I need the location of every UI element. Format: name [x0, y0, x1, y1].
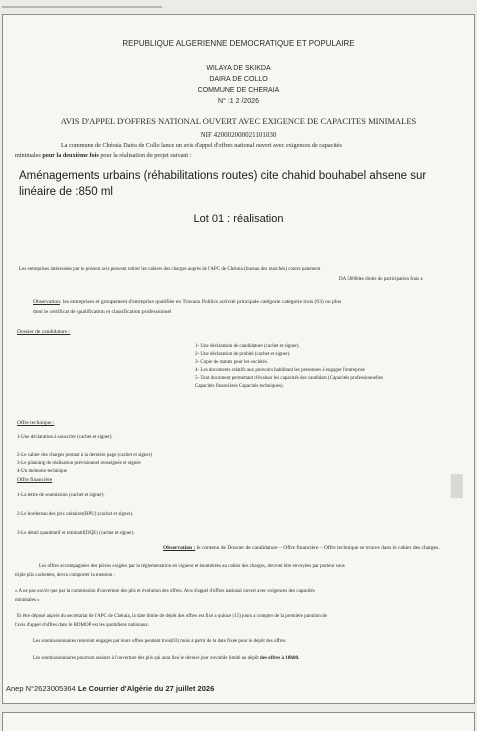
offre-technique-item: 2-Le cahier des charges portant à la dernière page (cachet et signer) — [17, 453, 152, 458]
retrait-line-2: DA 5000des droits de participation frais a — [339, 277, 423, 282]
observation-1-line-2: dont le certificat de qualification et classification professionnel — [33, 309, 172, 315]
dossier-item: 1- Une déclaration de candidature (cachet et signer). — [195, 344, 300, 349]
dossier-item: 3- Copie de statuts pour les sociétés. — [195, 360, 268, 365]
background-print: ▮ — [448, 468, 465, 501]
offre-financiere-item: 3-Le détail quantitatif et estimatif(DQE) (cachet et signer). — [17, 531, 135, 536]
paragraph-1: Les offres accompagnées des pièces exigées par la réglementation en vigueur et énumérées au cahier des charges, devront être envoyées par porteur sous — [39, 564, 345, 569]
paragraph-1-line-2: triple plis cachetées, devra comporter la mention : — [15, 573, 115, 578]
paragraph-3: Et être déposé auprès du secrétariat de l'APC de Chéraia, la date limite de dépôt des offres est fixé a quinze (15) jours a compter de la première parution de — [17, 614, 327, 619]
intro-line-2: minimales pour la deuxième fois pour la réalisation du projet suivant : — [15, 152, 192, 159]
commune: COMMUNE DE CHERAIA — [197, 87, 280, 94]
notice-number: N° :1 2 /2026 — [218, 98, 259, 105]
retrait-line-1: Les entreprises intéressées par le présent avis peuvent retirer les cahiers des charges auprès de l'APC de Chéraia (bureau des marchés) contre paiement — [19, 267, 321, 272]
next-notice-frame — [2, 712, 475, 731]
offre-financiere-item: 1-La lettre de soumission (cachet et signer). — [17, 493, 105, 498]
dossier-item: Capacités financières Capacités techniques). — [195, 384, 284, 389]
dossier-item: 2- Une déclaration de probité (cachet et signer). — [195, 352, 291, 357]
paragraph-3-line-2: l'avis d'appel d'offres dans le BOMOP est les quotidiens nationaux. — [15, 623, 150, 628]
offre-technique-item: 1-Une déclaration à souscrire (cachet et signer). — [17, 435, 113, 440]
offre-technique-item: 4-Un mémoire technique — [17, 469, 67, 474]
project-title: Aménagements urbains (réhabilitations routes) cite chahid bouhabel ahsene sur linéaire de :850 ml — [19, 170, 427, 198]
anep-footer: Anep N°2623005364 Le Courrier d'Algérie du 27 juillet 2026 — [6, 684, 215, 693]
offre-financiere-heading: Offre financière — [17, 477, 53, 483]
dossier-heading: Dossier de candidature : — [17, 329, 71, 335]
paragraph-2: « A ne pas ouvrir que par la commission d'ouverture des plis et évolution des offres. Avis d'appel d'offres national ouvert avec exigences des capacités — [15, 589, 315, 594]
offre-financiere-item: 2-Le bordereau des prix unitaires(BPU) (cachet et signer). — [17, 512, 134, 517]
top-rule — [2, 6, 162, 8]
lot-label: Lot 01 : réalisation — [193, 213, 284, 225]
wilaya: WILAYA DE SKIKDA — [206, 65, 271, 72]
observation-2: Observation : le contenu de Dossier de candidature – Offre financière – Offre technique se trouve dans le cahier des charges. — [163, 545, 440, 551]
paragraph-4: Les soumissionnaires resteront engagés par leurs offres pendant trois(03) mois à partir de la date fixée pour le dépôt des offres — [33, 639, 286, 644]
republic-header: REPUBLIQUE ALGERIENNE DEMOCRATIQUE ET POPULAIRE — [122, 39, 355, 48]
observation-1: Observation: les entreprises et groupement d'entreprise qualifiée en Travaux Publics activité principale catégorie catégorie trois (03) ou plus — [33, 299, 342, 305]
notice-title: AVIS D'APPEL D'OFFRES NATIONAL OUVERT AVEC EXIGENCE DE CAPACITES MINIMALES — [60, 116, 417, 126]
paragraph-2-line-2: minimales » — [15, 598, 40, 603]
offre-technique-item: 3-Le planning de réalisation prévisionnel renseignée et signée — [17, 461, 141, 466]
tender-notice — [2, 14, 475, 704]
dossier-item: 5- Tout document permettant d'évaluer les capacités des candidats (Capacités professionnelles — [195, 376, 383, 381]
dossier-item: 4- Les documents relatifs aux pouvoirs habilitant les personnes à engager l'entreprise — [195, 368, 365, 373]
offre-technique-heading: Offre technique : — [17, 420, 55, 426]
intro-line-1: La commune de Chéraia Daira de Collo lance un avis d'appel d'offres national ouvert avec exigences de capacités — [61, 142, 342, 149]
nif: NIF 420002000021101030 — [200, 131, 277, 139]
daira: DAIRA DE COLLO — [209, 76, 268, 83]
paragraph-5: Les soumissionnaires pourront assister à l'ouverture des plis qui aura lieu le dernier jour ouvrable limité au dépôt des offres à 10h00. — [33, 656, 300, 661]
